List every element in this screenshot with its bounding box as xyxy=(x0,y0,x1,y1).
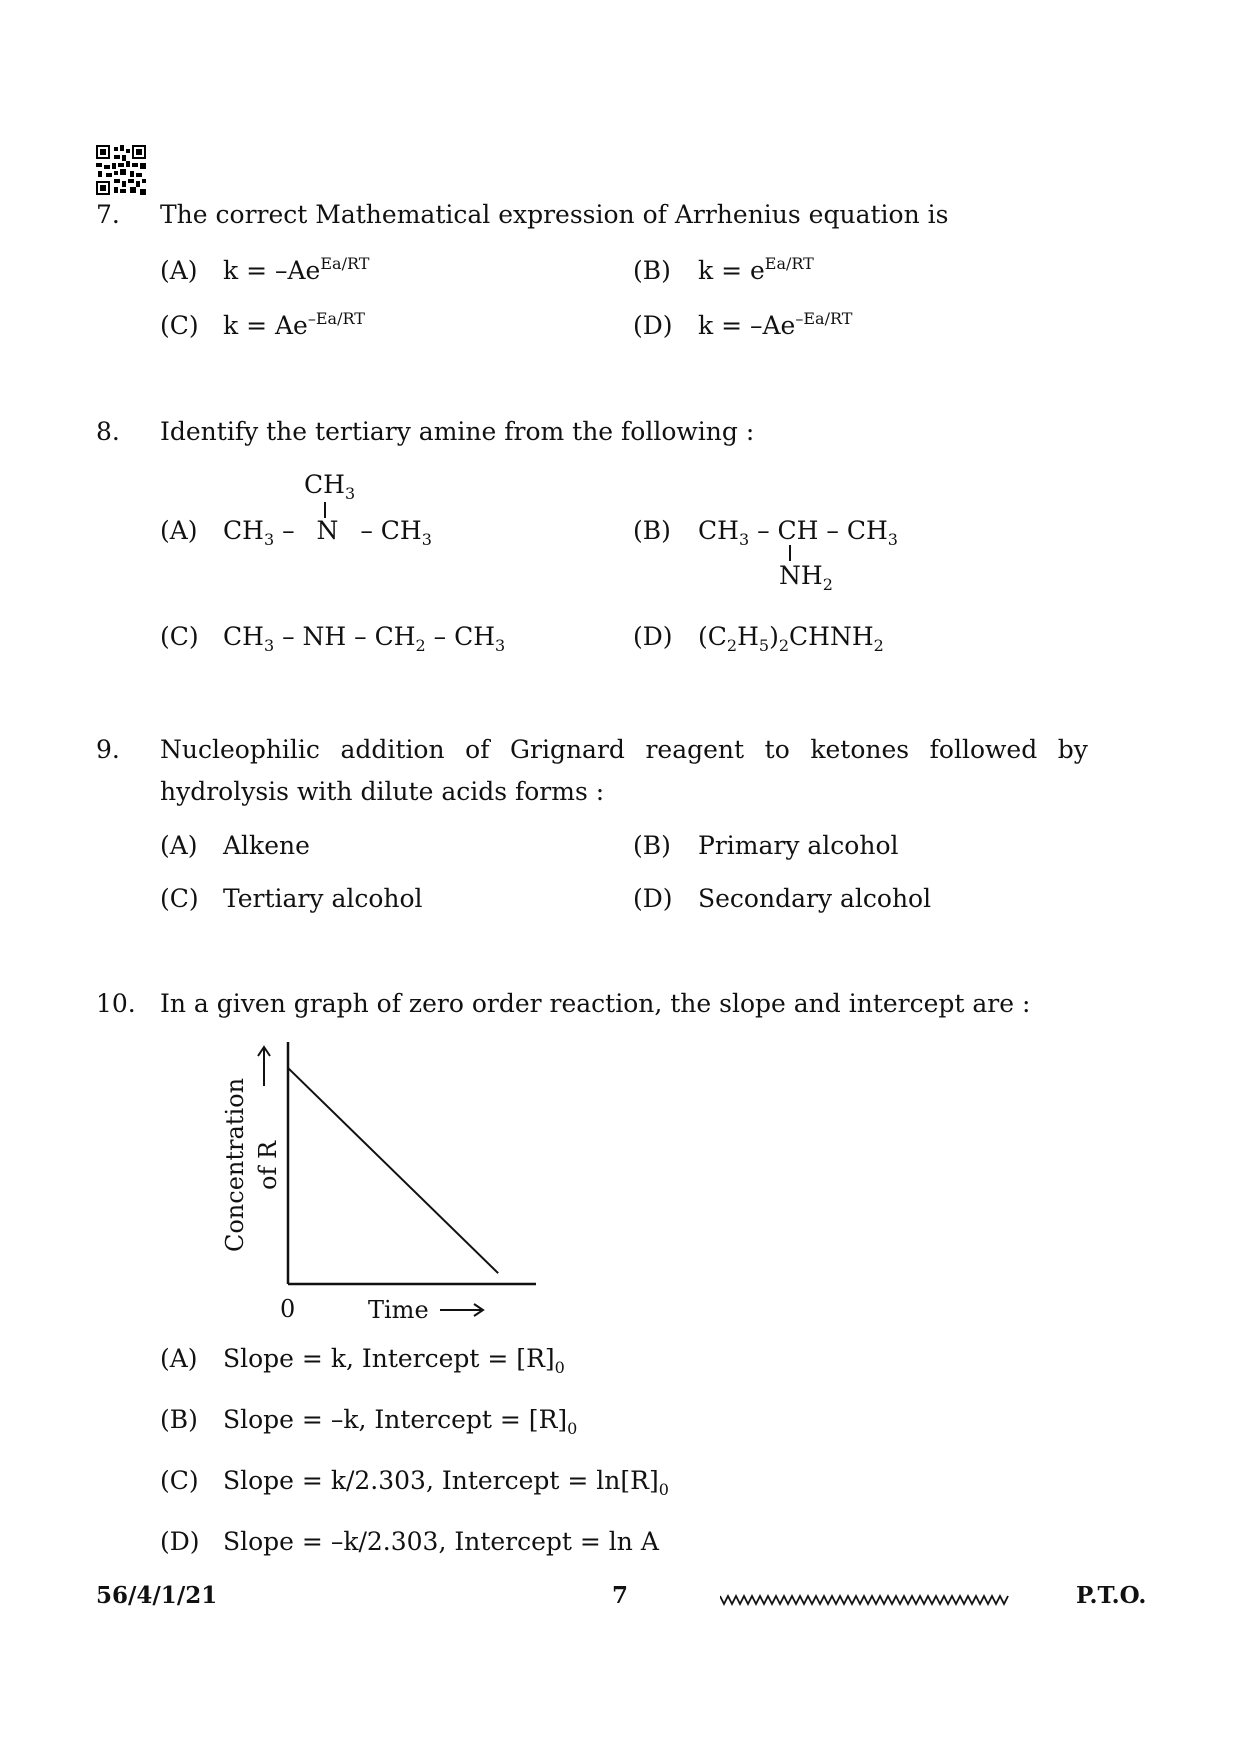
q7-option-c-label: (C) xyxy=(160,311,199,340)
q7-option-b-formula: $k = e^{Ea/RT}$ xyxy=(698,254,814,285)
q10-option-a-label: (A) xyxy=(160,1344,198,1373)
q10-option-d-label: (D) xyxy=(160,1527,200,1556)
q8-option-c-formula: $CH_3$ – NH – $CH_2 - CH_3$ xyxy=(223,622,506,655)
footer-pto: P.T.O. xyxy=(1076,1582,1147,1609)
q10-option-c-label: (C) xyxy=(160,1466,199,1495)
q9-option-a-label: (A) xyxy=(160,831,198,860)
q9-option-d-label: (D) xyxy=(633,884,673,913)
q8-option-b-formula: $CH_3$ – CH – $CH_3$ xyxy=(698,516,898,549)
q8-number: 8. xyxy=(96,417,120,446)
q9-number: 9. xyxy=(96,735,120,764)
q7-number: 7. xyxy=(96,200,120,229)
y-axis-label-line1: Concentration xyxy=(221,1077,249,1252)
q8-option-b-bond xyxy=(789,545,791,561)
q8-option-d-label: (D) xyxy=(633,622,673,651)
q9-text-line1: Nucleophilic addition of Grignard reagent to ketones followed by xyxy=(160,735,1088,764)
q10-number: 10. xyxy=(96,989,136,1018)
q7-option-b-label: (B) xyxy=(633,256,671,285)
q10-text: In a given graph of zero order reaction, the slope and intercept are : xyxy=(160,989,1031,1018)
q9-option-c-text: Tertiary alcohol xyxy=(223,884,423,913)
concentration-line xyxy=(288,1068,498,1273)
x-axis-label: Time xyxy=(368,1296,429,1324)
q9-option-b-label: (B) xyxy=(633,831,671,860)
q7-option-c-formula: $k = Ae^{-Ea/RT}$ xyxy=(223,309,365,340)
q8-option-d-formula: $(C_2H_5)_2CHNH_2$ xyxy=(698,622,884,655)
q9-text-line2: hydrolysis with dilute acids forms : xyxy=(160,777,605,806)
y-axis-label-line2: of R xyxy=(254,1140,282,1190)
zero-order-graph xyxy=(200,1030,560,1330)
q8-option-a-top-group: $CH_3$ xyxy=(304,470,356,503)
y-axis-arrow xyxy=(258,1047,270,1086)
q8-text: Identify the tertiary amine from the following : xyxy=(160,417,755,446)
security-wave-pattern xyxy=(720,1592,1010,1608)
q8-option-b-bottom-group: $NH_2$ xyxy=(779,561,833,594)
q7-text: The correct Mathematical expression of Arrhenius equation is xyxy=(160,200,949,229)
q10-option-b-text: Slope = –k, Intercept = $[R]_0$ xyxy=(223,1405,578,1438)
q8-option-a-formula: $CH_3$ – N – $CH_3$ xyxy=(223,516,432,549)
q10-option-b-label: (B) xyxy=(160,1405,198,1434)
qr-code-icon xyxy=(96,145,146,195)
q10-option-c-text: Slope = k/2.303, Intercept = $\ln[R]_0$ xyxy=(223,1466,669,1499)
q9-option-d-text: Secondary alcohol xyxy=(698,884,932,913)
q7-option-a-label: (A) xyxy=(160,256,198,285)
q8-option-b-label: (B) xyxy=(633,516,671,545)
q9-option-c-label: (C) xyxy=(160,884,199,913)
q10-option-d-text: Slope = –k/2.303, Intercept = ln A xyxy=(223,1527,659,1556)
q7-option-d-formula: $k = -Ae^{-Ea/RT}$ xyxy=(698,309,853,340)
footer-page-number: 7 xyxy=(612,1582,629,1609)
q9-option-b-text: Primary alcohol xyxy=(698,831,899,860)
q7-option-a-formula: $k = -Ae^{Ea/RT}$ xyxy=(223,254,370,285)
footer-code: 56/4/1/21 xyxy=(96,1582,218,1609)
q7-option-d-label: (D) xyxy=(633,311,673,340)
x-axis-arrow xyxy=(440,1304,483,1316)
origin-label: 0 xyxy=(280,1295,296,1323)
q8-option-c-label: (C) xyxy=(160,622,199,651)
q10-option-a-text: Slope = k, Intercept = $[R]_0$ xyxy=(223,1344,565,1377)
q9-option-a-text: Alkene xyxy=(223,831,310,860)
q8-option-a-label: (A) xyxy=(160,516,198,545)
